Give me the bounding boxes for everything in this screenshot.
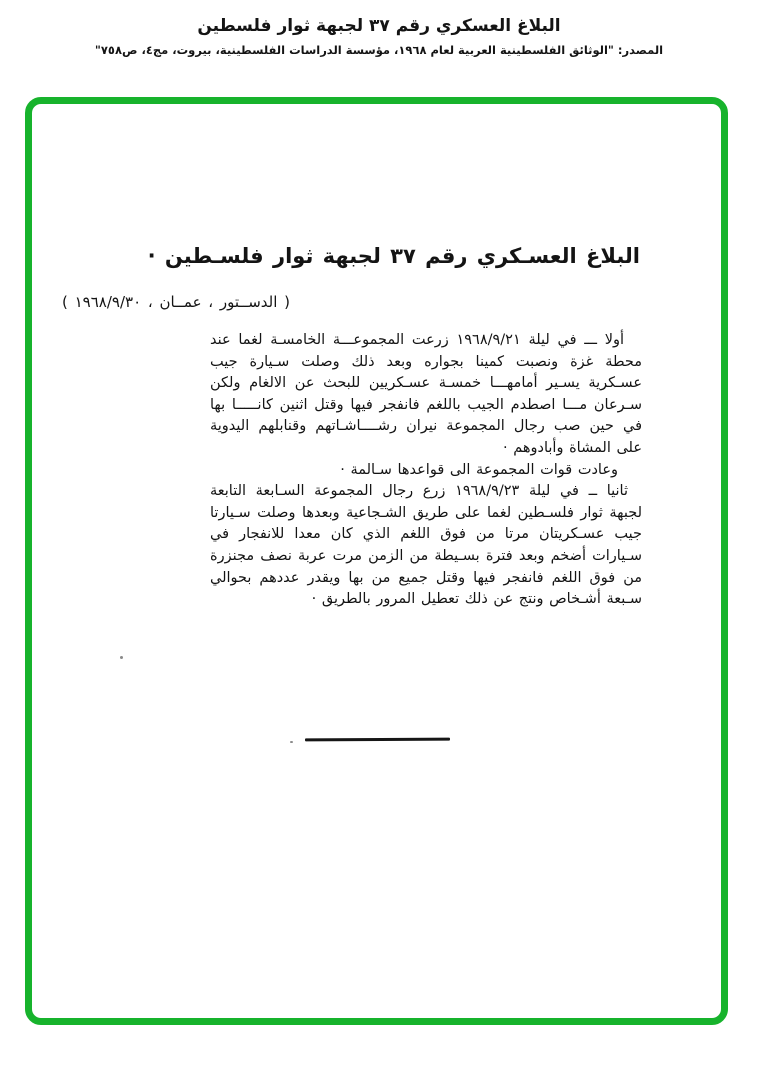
document-body [210, 330, 642, 611]
paragraph-first-operation: أولا ـــ في ليلة ١٩٦٨/٩/٢١ زرعت المجموعـــة الخامسـة لغما عند محطة غزة ونصبت كمينا بجواره وبعد ذلك وصلت سـيارة جيب عسـكرية يسـير أمامهـــا خمسـة عسـكريين للبحث عن الالغام ولكن سـرعان مـــا اصطدم الجيب باللغم فانفجر فيها وقتل اثنين كانـــــا بها في حين صب رجال المجموعة نيران رشــــاشـاتهم وقنابلهم اليدوية على المشاة وأبادوهم · [210, 332, 642, 456]
paragraph-return-to-base: وعادت قوات المجموعة الى قواعدها سـالمة · [340, 461, 618, 478]
scan-speck [290, 741, 293, 743]
source-citation: المصدر: "الوثائق الفلسطينية العربية لعام ١٩٦٨، مؤسسة الدراسات الفلسطينية، بيروت، مج٤، ص٧٥٨" [94, 43, 664, 57]
page-title: البلاغ العسكري رقم ٣٧ لجبهة ثوار فلسطين [197, 16, 561, 36]
scan-artifact-line [305, 738, 450, 742]
document-dateline: ( الدســتور ، عمــان ، ١٩٦٨/٩/٣٠ ) [62, 293, 291, 311]
document-title: البلاغ العسـكري رقم ٣٧ لجبهة ثوار فلسـطين · [147, 244, 640, 268]
scan-speck [120, 656, 123, 659]
paragraph-second-operation: ثانيا ــ في ليلة ١٩٦٨/٩/٢٣ زرع رجال المجموعة السـابعة التابعة لجبهة ثوار فلسـطين لغما على طريق الشـجاعية وبعدها وصلت سـيارتا جيب عسـكريتان مرتا من فوق اللغم الذي كان معدا للانفجار في سـيارات أضخم وبعد فترة بسـيطة من الزمن مرت عربة نصف مجنزرة من فوق اللغم فانفجر فيها وقتل جميع من بها ويقدر عددهم بحوالي سـبعة أشـخاص ونتج عن ذلك تعطيل المرور بالطريق · [210, 483, 642, 608]
page-header [0, 16, 758, 57]
document-frame [25, 97, 728, 1025]
